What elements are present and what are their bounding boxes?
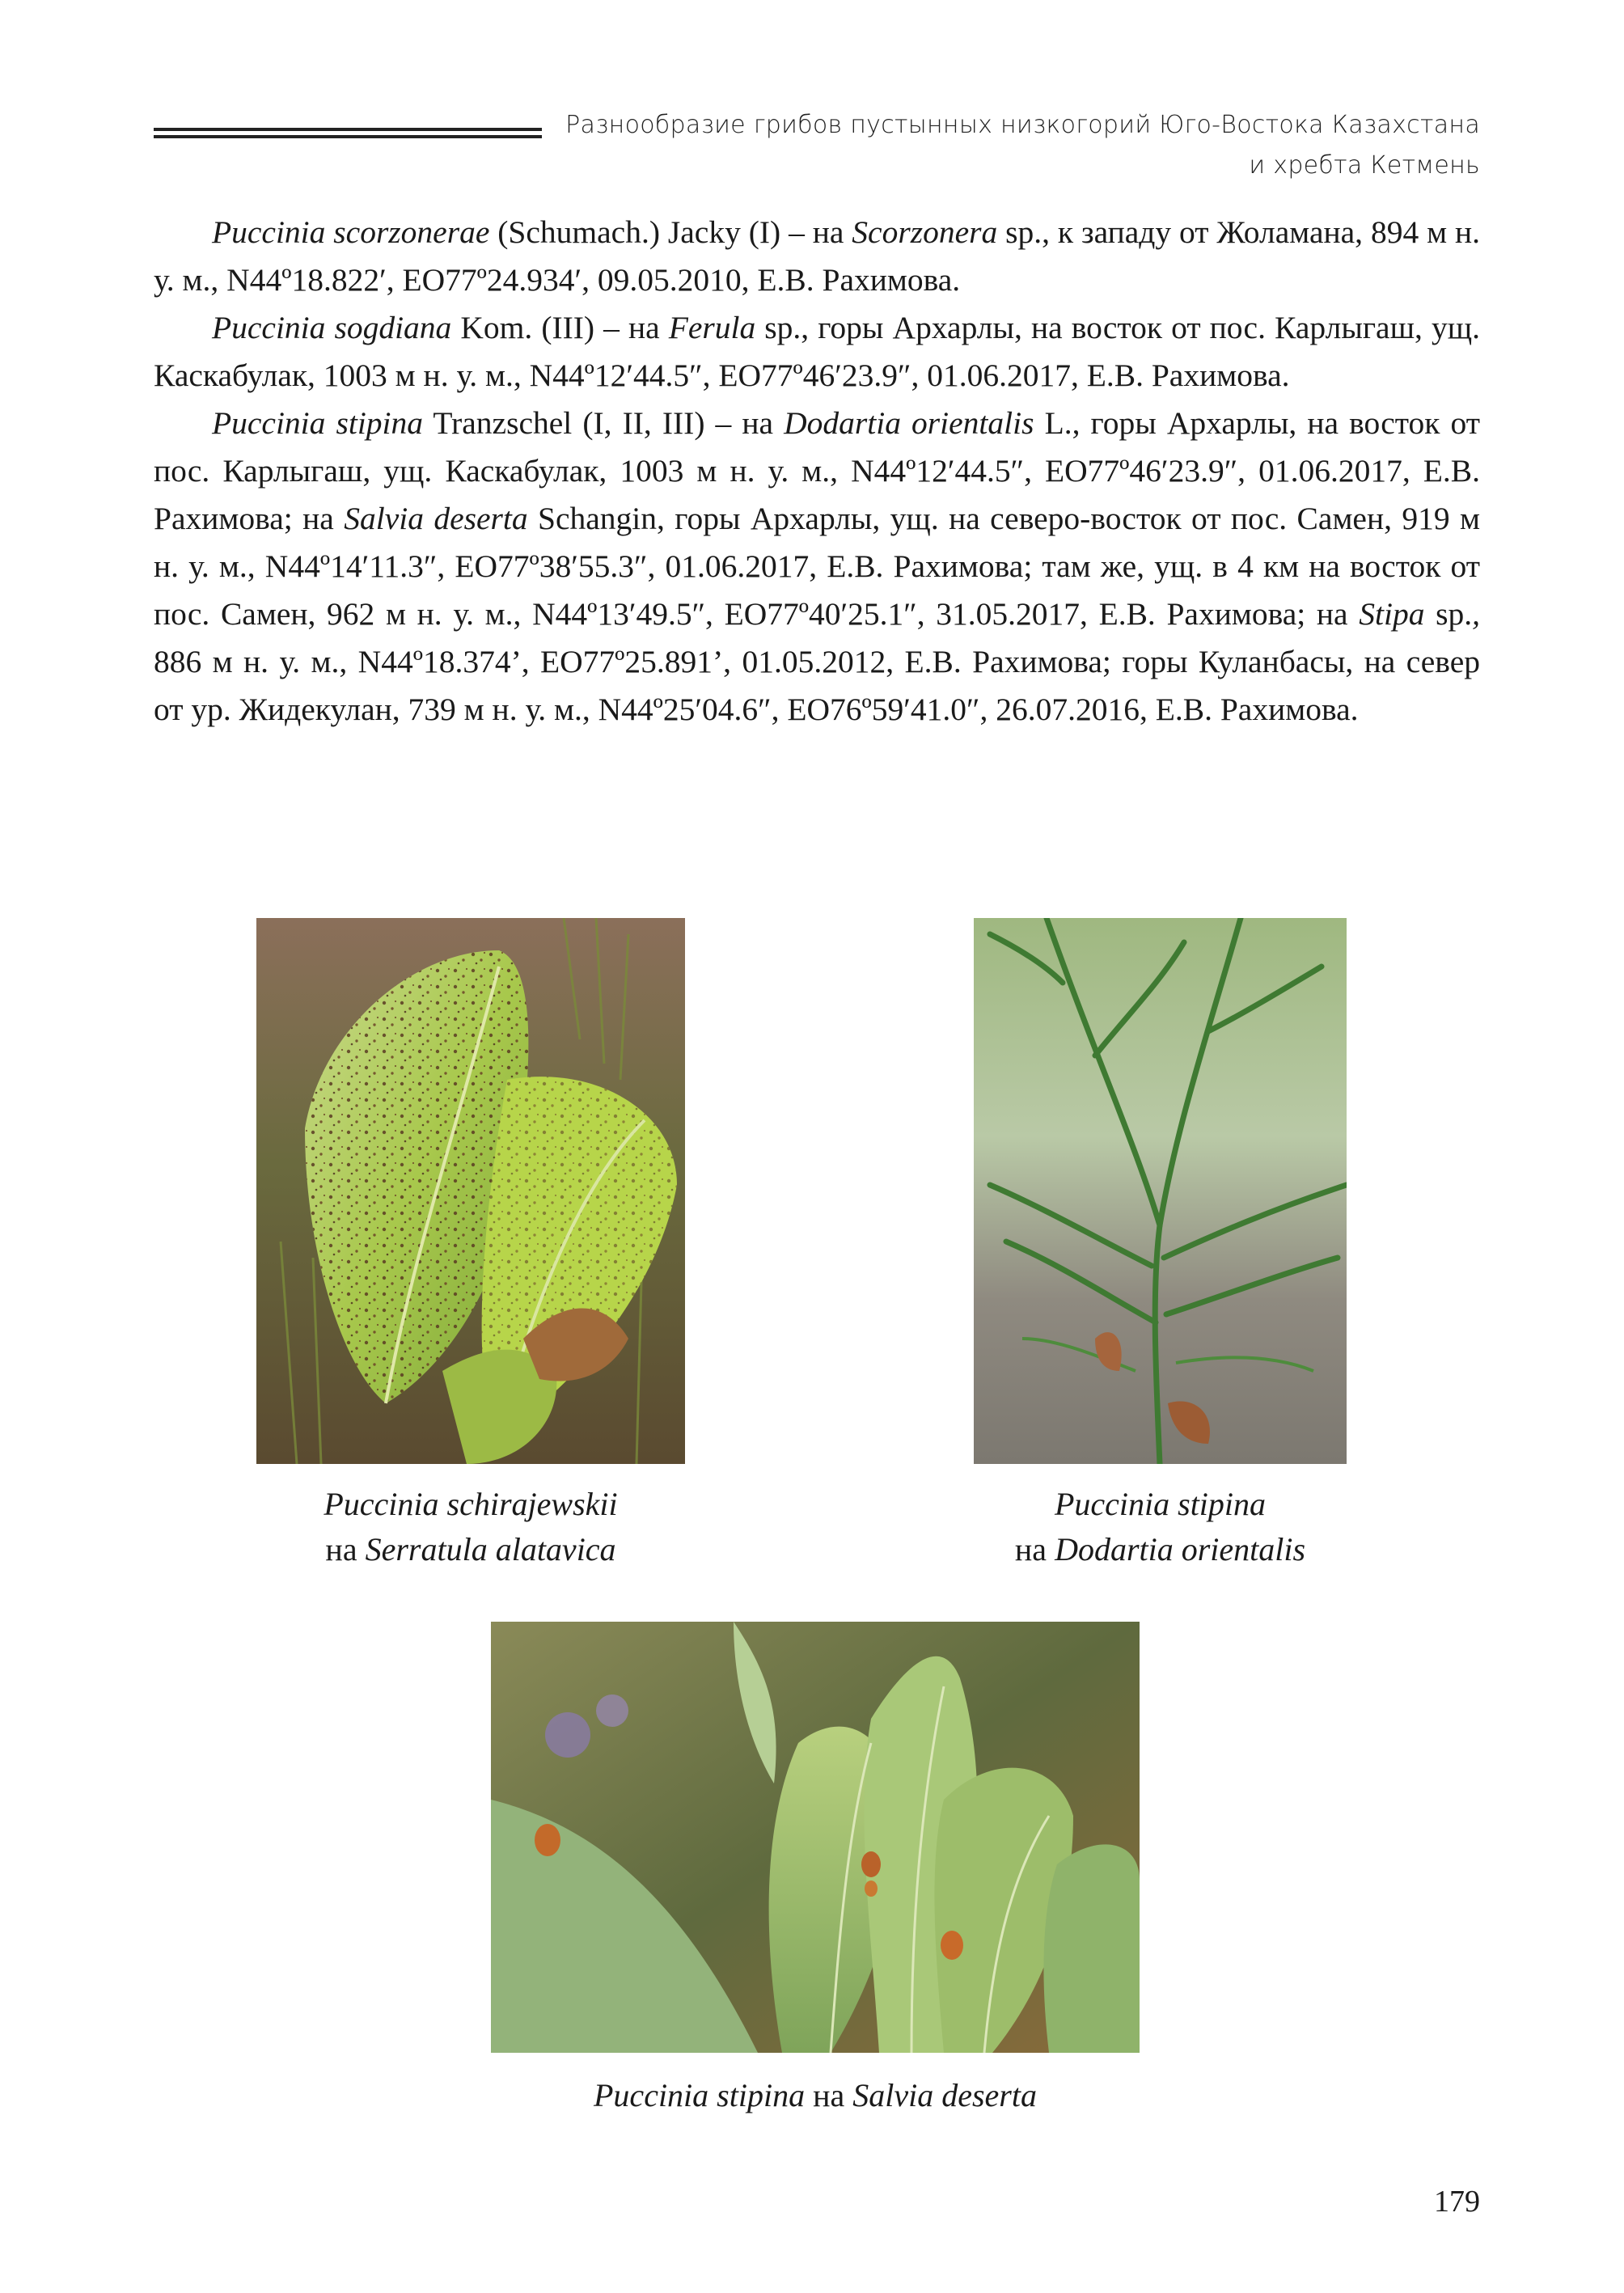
caption-species: Puccinia schirajewskii [324, 1486, 618, 1522]
caption-puccinia-schirajewskii [256, 1482, 685, 1572]
entry-text: sp. [1424, 596, 1473, 632]
entry-paragraph [154, 400, 1480, 734]
caption-preposition: на [325, 1531, 366, 1567]
caption-host: Serratula alatavica [365, 1531, 616, 1567]
entry-paragraph [154, 209, 1480, 304]
host-name: Scorzonera [852, 214, 998, 250]
page-number: 179 [1434, 2185, 1480, 2219]
entry-text: sp., к западу от Жоламана, 894 м н. у. м., N44º18.822′, EO77º24.934′, 09.05.2010, Е.В. Рахимова. [154, 214, 1481, 298]
caption-host: Salvia deserta [852, 2077, 1037, 2113]
caption-preposition: на [1014, 1531, 1055, 1567]
caption-preposition: на [805, 2077, 853, 2113]
host-name: Dodartia orientalis [784, 405, 1034, 441]
entry-text: sp., горы Архарлы, на восток от пос. Карлыгаш, ущ. Каскабулак, 1003 м н. у. м., N44º12′44.5″, EO77º46′23.9″, 01.06.2017, Е.В. Рахимова. [154, 310, 1480, 393]
caption-host: Dodartia orientalis [1055, 1531, 1306, 1567]
entry-text: Kom. (III) – на [451, 310, 669, 345]
caption-species: Puccinia stipina [1054, 1486, 1267, 1522]
salvia-photo-image [491, 1622, 1140, 2053]
species-name: Puccinia stipina [212, 405, 424, 441]
photo-puccinia-stipina-salvia [491, 1622, 1140, 2053]
body-text [154, 209, 1480, 734]
caption-species: Puccinia stipina [594, 2077, 806, 2113]
species-name: Puccinia scorzonerae [212, 214, 490, 250]
running-head-line-2: и хребта Кетмень [1249, 151, 1480, 180]
species-name: Puccinia sogdiana [212, 310, 452, 345]
running-header [154, 105, 1480, 194]
host-name: Ferula [668, 310, 756, 345]
caption-puccinia-stipina-dodartia [974, 1482, 1347, 1572]
photo-puccinia-stipina-dodartia [974, 918, 1347, 1464]
entry-text: , [1472, 596, 1480, 632]
host-name: Stipa [1359, 596, 1425, 632]
entry-text: L., горы Архарлы, на восток от пос. Карлыгаш, ущ. Каскабулак, 1003 м н. у. м., N44º12′44.5″, EO77º46′23.9″, 01.06.2017, Е.В. Рахимова; на [154, 405, 1480, 536]
entry-text: (Schumach.) Jacky (I) – на [489, 214, 852, 250]
entry-text: Tranzschel (I, II, III) – на [423, 405, 785, 441]
entry-text: 886 м н. у. м., N44º18.374’, EO77º25.891’, 01.05.2012, Е.В. Рахимова; горы Куланбасы, на север от ур. Жидекулан, 739 м н. у. м., N44º25′04.6″, EO76º59′41.0″, 26.07.2016, Е.В. Рахимова. [154, 644, 1480, 727]
header-rule [154, 128, 542, 142]
leaf-photo-image [256, 918, 685, 1464]
entry-paragraph [154, 304, 1480, 400]
caption-puccinia-stipina-salvia [410, 2073, 1220, 2118]
host-name: Salvia deserta [344, 501, 528, 536]
photo-puccinia-schirajewskii [256, 918, 685, 1464]
entry-text: Schangin, горы Архарлы, ущ. на северо-восток от пос. Самен, 919 м н. у. м., N44º14′11.3″, EO77º38′55.3″, 01.06.2017, Е.В. Рахимова; там же, ущ. в 4 км на восток от пос. Самен, 962 м н. у. м., N44º13′49.5″, EO77º40′25.1″, 31.05.2017, Е.В. Рахимова; на [154, 501, 1480, 632]
running-head-line-1: Разнообразие грибов пустынных низкогорий Юго-Востока Казахстана [565, 111, 1480, 139]
running-head-title [565, 105, 1480, 186]
stem-photo-image [974, 918, 1347, 1464]
